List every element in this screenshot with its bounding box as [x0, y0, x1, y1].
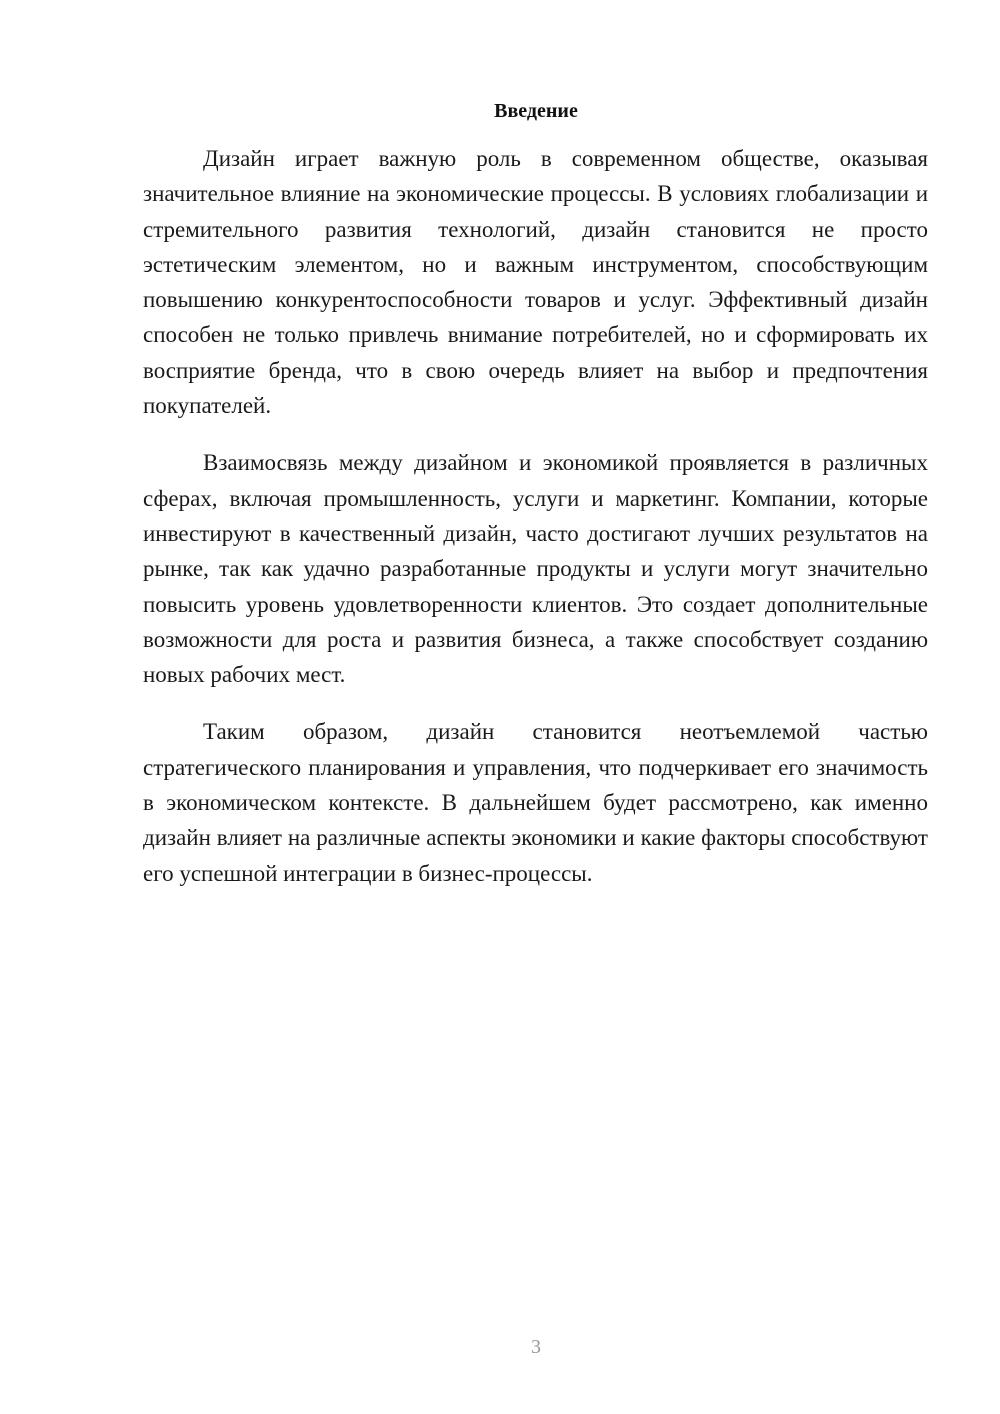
page-number: 3 — [531, 1336, 541, 1358]
section-title: Введение — [494, 100, 578, 122]
paragraph-intro: Дизайн играет важную роль в современном обществе, оказывая значительное влияние на экономические процессы. В условиях глобализации и стремительного развития технологий, дизайн становится не просто эстетическим элементом, но и важным инструментом, способствующим повышению конкурентоспособности товаров и услуг. Эффективный дизайн способен не только привлечь внимание потребителей, но и сформировать их восприятие бренда, что в свою очередь влияет на выбор и предпочтения покупателей. — [143, 146, 928, 419]
paragraph-relationship: Взаимосвязь между дизайном и экономикой проявляется в различных сферах, включая промышленность, услуги и маркетинг. Компании, которые инвестируют в качественный дизайн, часто достигают лучших результатов на рынке, так как удачно разработанные продукты и услуги могут значительно повысить уровень удовлетворенности клиентов. Это создает дополнительные возможности для роста и развития бизнеса, а также способствует созданию новых рабочих мест. — [143, 450, 928, 688]
paragraph-conclusion: Таким образом, дизайн становится неотъемлемой частью стратегического планирования и управления, что подчеркивает его значимость в экономическом контексте. В дальнейшем будет рассмотрено, как именно дизайн влияет на различные аспекты экономики и какие факторы способствуют его успешной интеграции в бизнес-процессы. — [143, 719, 928, 886]
body-text — [143, 141, 928, 913]
